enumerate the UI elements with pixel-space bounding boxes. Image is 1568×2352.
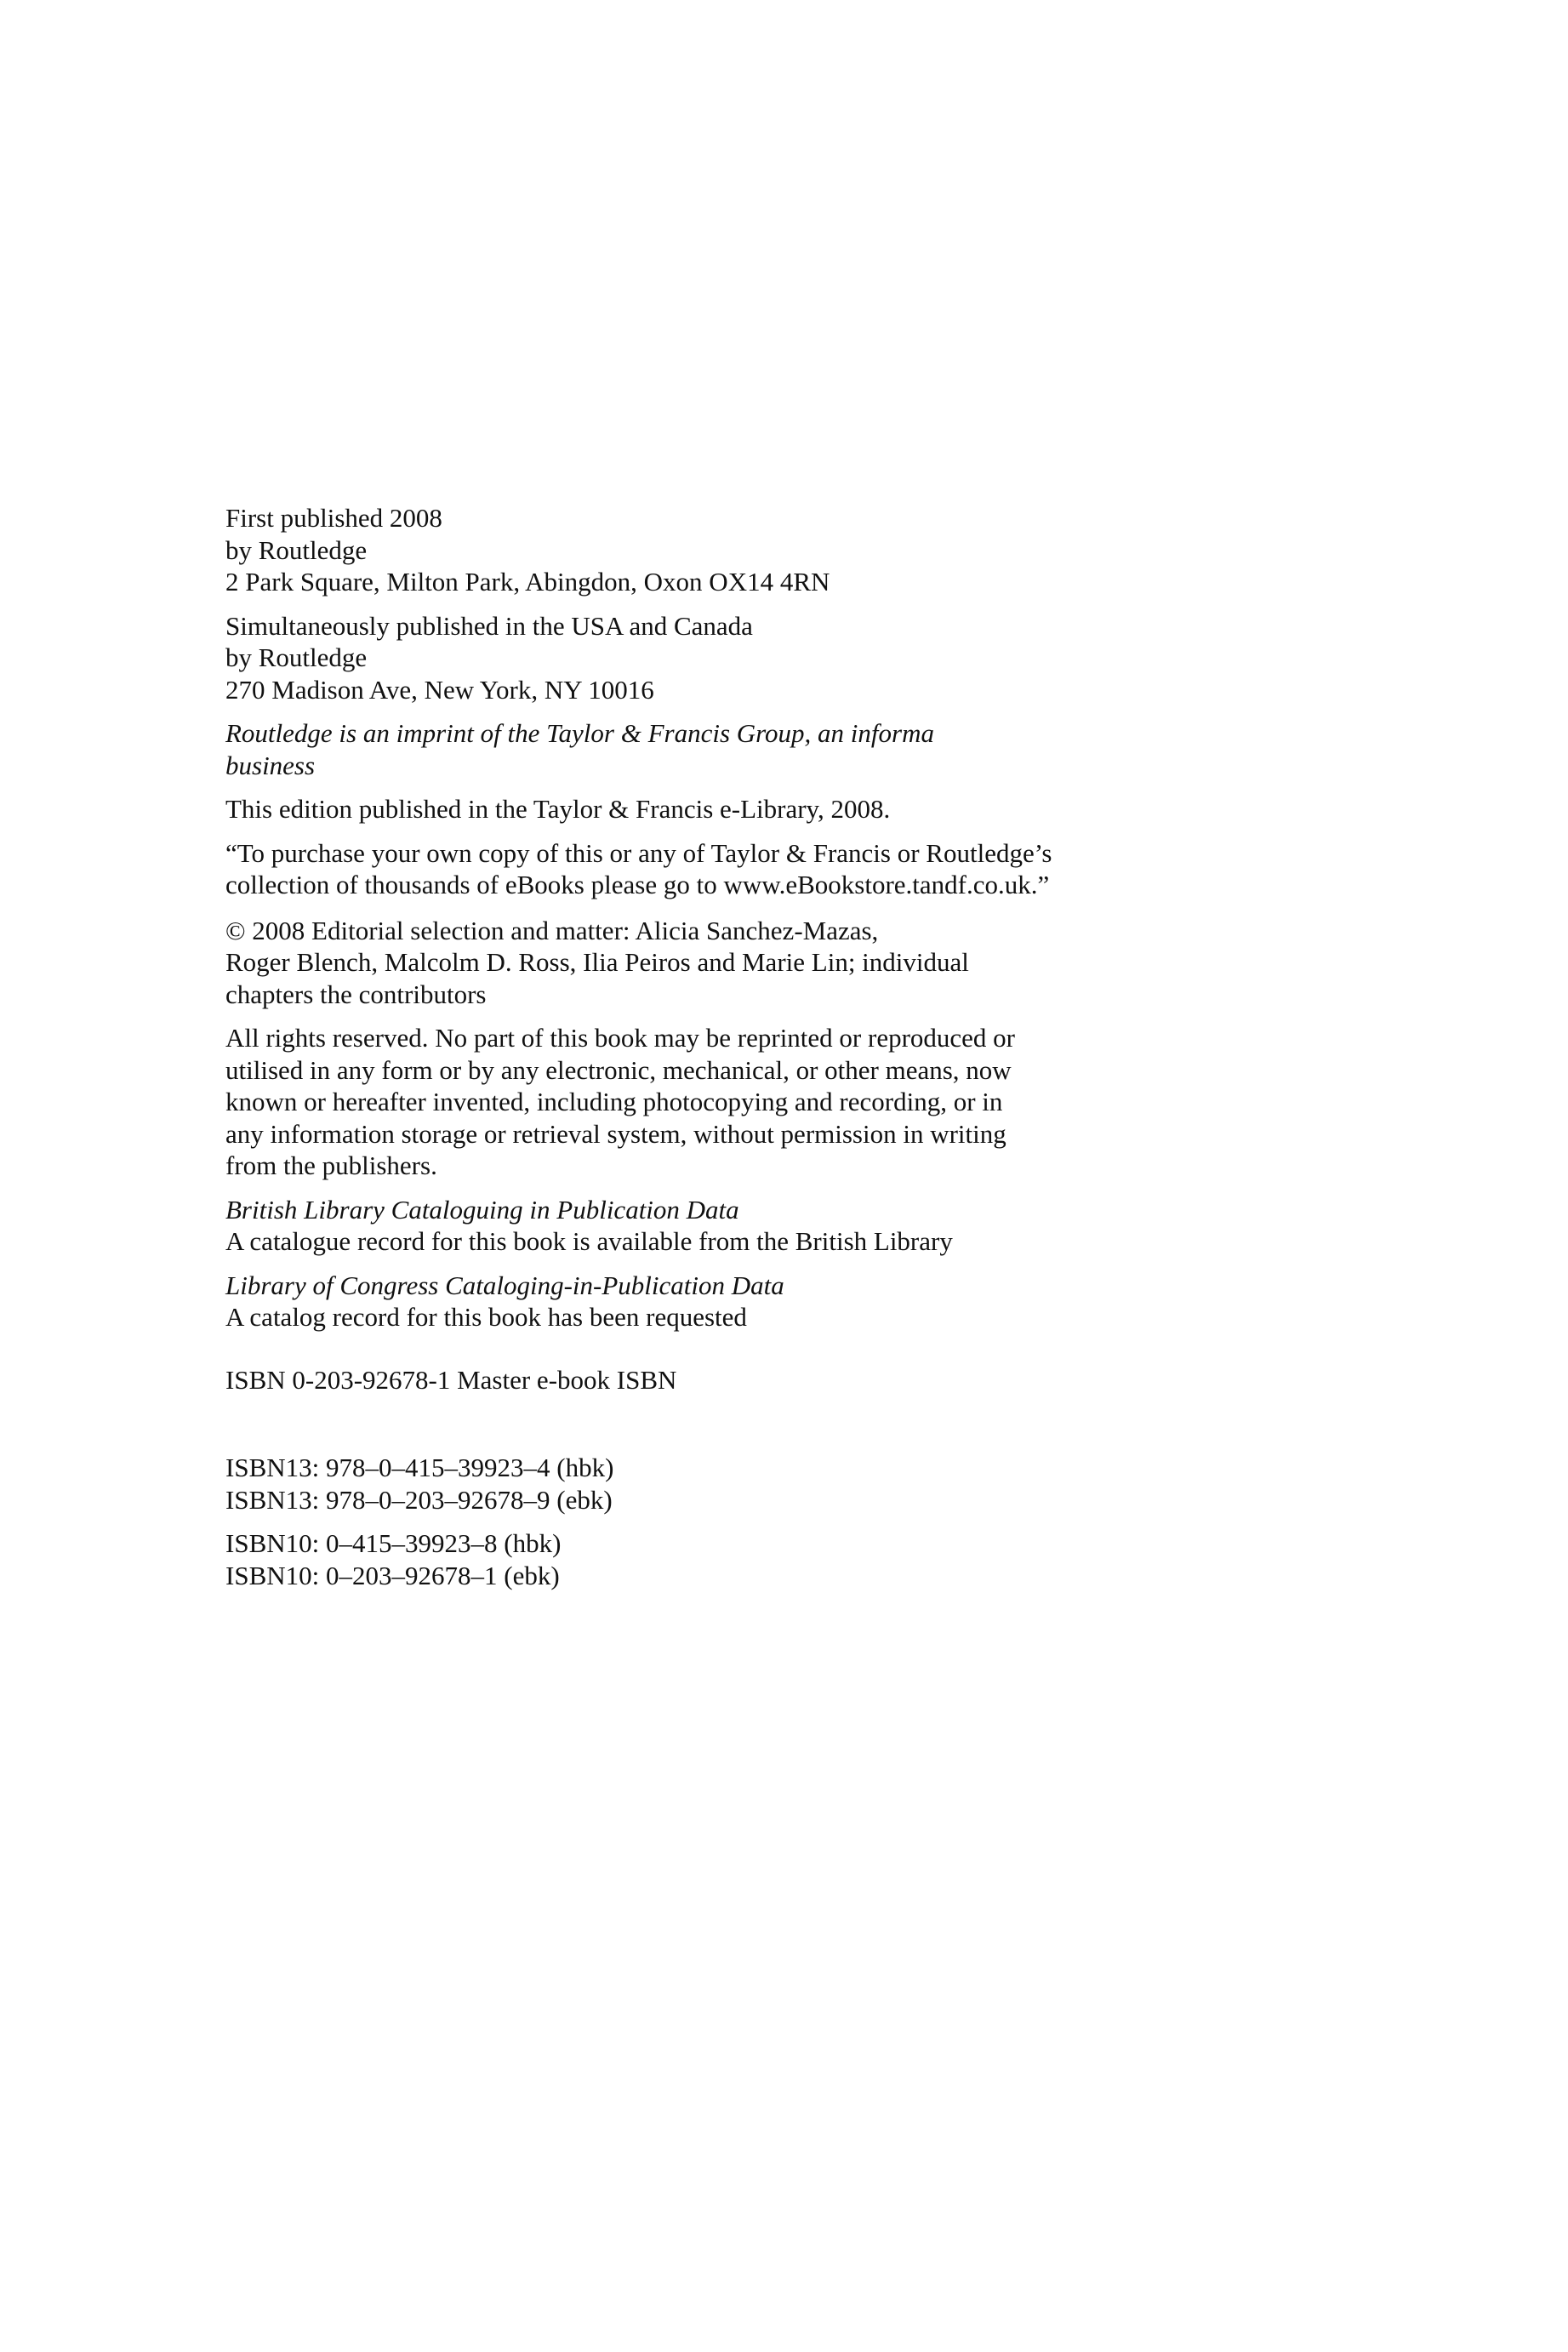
british-library-block [225,1194,1161,1258]
british-library-text: A catalogue record for this book is available from the British Library [225,1226,953,1256]
first-published-line: First published 2008 [225,503,442,533]
isbn10-hbk: ISBN10: 0–415–39923–8 (hbk) [225,1528,562,1558]
purchase-note [225,837,1161,901]
purchase-note-line-1: “To purchase your own copy of this or any of Taylor & Francis or Routledge’s [225,837,1052,868]
rights-line-3: known or hereafter invented, including photocopying and recording, or in [225,1087,1003,1116]
library-of-congress-block [225,1270,1161,1333]
isbn13-block [225,1452,1161,1516]
isbn10-block [225,1527,1161,1591]
first-publication-block [225,502,1161,598]
rights-line-2: utilised in any form or by any electronic, mechanical, or other means, now [225,1054,1012,1085]
imprint-statement [225,717,1161,781]
simultaneous-line: Simultaneously published in the USA and Canada [225,610,753,641]
first-publisher-line: by Routledge [225,534,368,565]
master-isbn: ISBN 0-203-92678-1 Master e-book ISBN [225,1364,677,1395]
simultaneous-publisher-line: by Routledge [225,642,368,672]
isbn10-ebk: ISBN10: 0–203–92678–1 (ebk) [225,1560,560,1590]
master-isbn-block [225,1364,1161,1396]
rights-statement [225,1022,1161,1182]
imprint-statement-line-2: business [225,750,316,780]
library-of-congress-text: A catalog record for this book has been requested [225,1302,747,1332]
copyright-line-2: Roger Blench, Malcolm D. Ross, Ilia Peiros and Marie Lin; individual [225,947,969,977]
simultaneous-publication-block [225,610,1161,706]
purchase-note-line-2: collection of thousands of eBooks please go to www.eBookstore.tandf.co.uk.” [225,870,1050,899]
edition-note-line: This edition published in the Taylor & Francis e-Library, 2008. [225,794,891,824]
rights-line-5: from the publishers. [225,1150,437,1180]
simultaneous-publisher-address: 270 Madison Ave, New York, NY 10016 [225,674,654,705]
rights-line-1: All rights reserved. No part of this book may be reprinted or reproduced or [225,1023,1016,1053]
copyright-notice [225,915,1161,1011]
library-of-congress-heading: Library of Congress Cataloging-in-Publication Data [225,1270,784,1300]
copyright-line-1: © 2008 Editorial selection and matter: Alicia Sanchez-Mazas, [225,915,879,945]
imprint-statement-line-1: Routledge is an imprint of the Taylor & Francis Group, an informa [225,718,934,748]
copyright-line-3: chapters the contributors [225,979,487,1009]
isbn13-ebk: ISBN13: 978–0–203–92678–9 (ebk) [225,1484,613,1515]
edition-note [225,793,1161,825]
rights-line-4: any information storage or retrieval system, without permission in writing [225,1118,1006,1149]
imprint-block [225,502,1161,1591]
isbn13-hbk: ISBN13: 978–0–415–39923–4 (hbk) [225,1453,614,1482]
british-library-heading: British Library Cataloguing in Publication Data [225,1194,739,1225]
first-publisher-address: 2 Park Square, Milton Park, Abingdon, Oxon OX14 4RN [225,567,830,597]
